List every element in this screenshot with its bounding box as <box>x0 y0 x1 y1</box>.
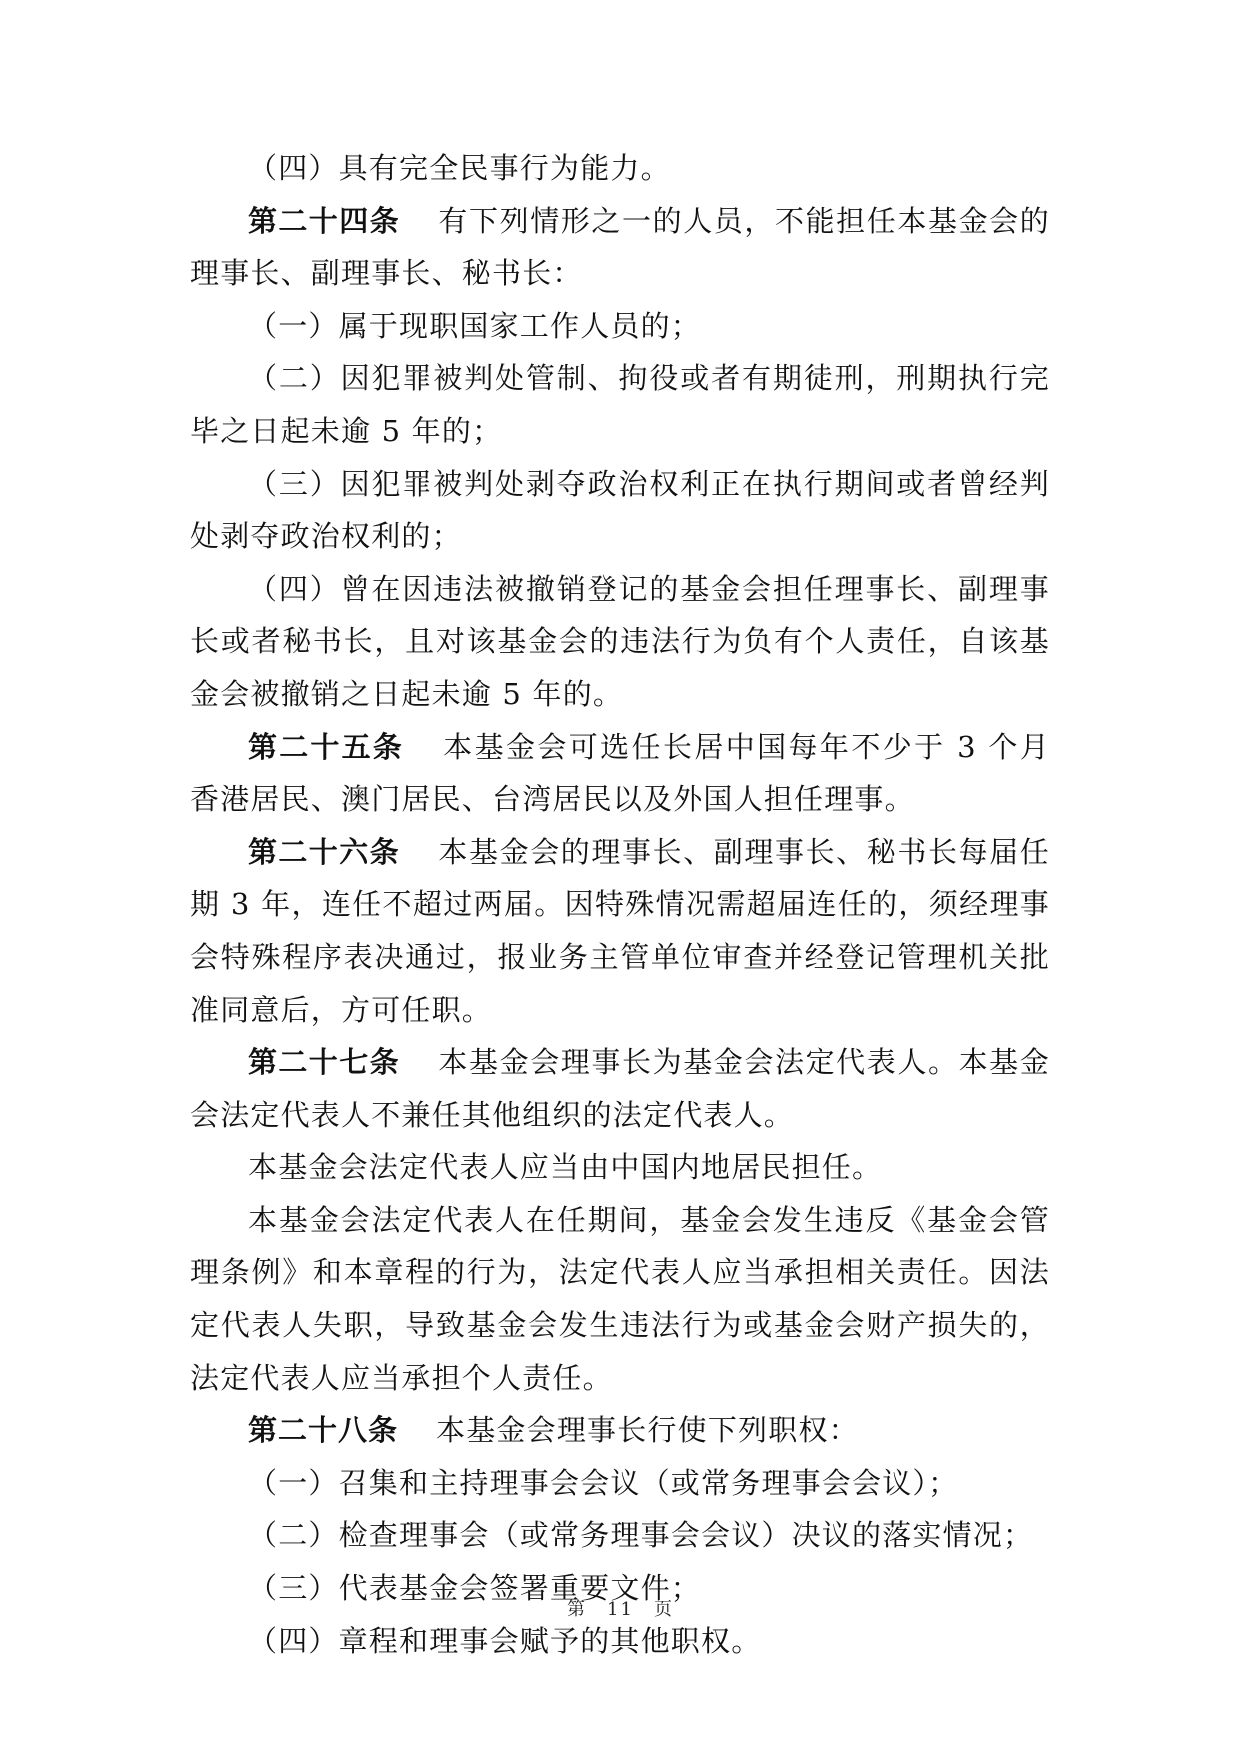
document-body <box>190 142 1050 1667</box>
article-line <box>190 1036 1050 1089</box>
line-text: 理事长、副理事长、秘书长： <box>190 256 583 291</box>
article-line <box>190 195 1050 248</box>
line-text: （三）因犯罪被判处剥夺政治权利正在执行期间或者曾经判 <box>248 466 1050 501</box>
line-text: 会法定代表人不兼任其他组织的法定代表人。 <box>190 1097 795 1132</box>
clause-line <box>190 931 1050 984</box>
line-text: 本基金会法定代表人在任期间，基金会发生违反《基金会管 <box>248 1202 1050 1237</box>
line-text: （二）因犯罪被判处管制、拘役或者有期徒刑，刑期执行完 <box>248 361 1050 396</box>
line-text: 理条例》和本章程的行为，法定代表人应当承担相关责任。因法 <box>190 1255 1050 1290</box>
clause-line <box>190 405 1050 458</box>
clause-line <box>190 352 1050 405</box>
line-text: （一）属于现职国家工作人员的； <box>248 308 702 343</box>
clause-line <box>190 878 1050 931</box>
clause-line <box>190 1457 1050 1510</box>
clause-line <box>190 563 1050 616</box>
line-text: 准同意后，方可任职。 <box>190 992 493 1027</box>
line-text: 本基金会理事长为基金会法定代表人。本基金 <box>438 1045 1050 1080</box>
article-line <box>190 826 1050 879</box>
line-text: （四）章程和理事会赋予的其他职权。 <box>248 1623 762 1658</box>
clause-line <box>190 1352 1050 1405</box>
line-text: （三）代表基金会签署重要文件； <box>248 1571 702 1606</box>
page-number-prefix: 第 <box>567 1599 588 1620</box>
article-number: 第二十四条 <box>248 203 400 238</box>
line-text: 本基金会的理事长、副理事长、秘书长每届任 <box>438 834 1050 869</box>
page-number: 11 <box>607 1599 634 1620</box>
clause-line <box>190 1141 1050 1194</box>
line-text: （四）曾在因违法被撤销登记的基金会担任理事长、副理事 <box>248 571 1050 606</box>
line-text: （二）检查理事会（或常务理事会会议）决议的落实情况； <box>248 1518 1034 1553</box>
clause-line <box>190 615 1050 668</box>
line-text: （四）具有完全民事行为能力。 <box>248 151 671 185</box>
line-text: 处剥夺政治权利的； <box>190 519 462 554</box>
line-text: 本基金会理事长行使下列职权： <box>436 1413 859 1448</box>
clause-line <box>190 1615 1050 1668</box>
article-number: 第二十八条 <box>248 1413 399 1448</box>
clause-line <box>190 1509 1050 1562</box>
article-line <box>190 1404 1050 1457</box>
clause-line <box>190 668 1050 721</box>
page-number-suffix: 页 <box>653 1599 674 1620</box>
clause-line <box>190 1089 1050 1142</box>
article-number: 第二十六条 <box>248 834 400 869</box>
article-number: 第二十五条 <box>248 729 404 764</box>
clause-line <box>190 1299 1050 1352</box>
line-text: 有下列情形之一的人员，不能担任本基金会的 <box>438 203 1050 238</box>
clause-line <box>190 773 1050 826</box>
line-text: 定代表人失职，导致基金会发生违法行为或基金会财产损失的， <box>190 1308 1050 1343</box>
line-text: （一）召集和主持理事会会议（或常务理事会会议）； <box>248 1465 959 1500</box>
line-text: 会特殊程序表决通过，报业务主管单位审查并经登记管理机关批 <box>190 939 1050 974</box>
line-text: 金会被撤销之日起未逾 5 年的。 <box>190 676 624 711</box>
line-text: 本基金会可选任长居中国每年不少于 3 个月 <box>441 729 1050 764</box>
page-footer <box>0 1595 1241 1621</box>
line-text: 香港居民、澳门居民、台湾居民以及外国人担任理事。 <box>190 782 915 817</box>
article-line <box>190 721 1050 774</box>
clause-line <box>190 1246 1050 1299</box>
line-text: 毕之日起未逾 5 年的； <box>190 413 503 448</box>
line-text: 期 3 年，连任不超过两届。因特殊情况需超届连任的，须经理事 <box>190 887 1050 922</box>
line-text: 本基金会法定代表人应当由中国内地居民担任。 <box>248 1150 883 1185</box>
clause-line <box>190 1194 1050 1247</box>
clause-line <box>190 247 1050 300</box>
clause-line <box>190 142 1050 195</box>
clause-line <box>190 984 1050 1037</box>
line-text: 法定代表人应当承担个人责任。 <box>190 1360 613 1395</box>
line-text: 长或者秘书长，且对该基金会的违法行为负有个人责任，自该基 <box>190 624 1050 659</box>
clause-line <box>190 458 1050 511</box>
article-number: 第二十七条 <box>248 1045 400 1080</box>
clause-line <box>190 300 1050 353</box>
clause-line <box>190 510 1050 563</box>
